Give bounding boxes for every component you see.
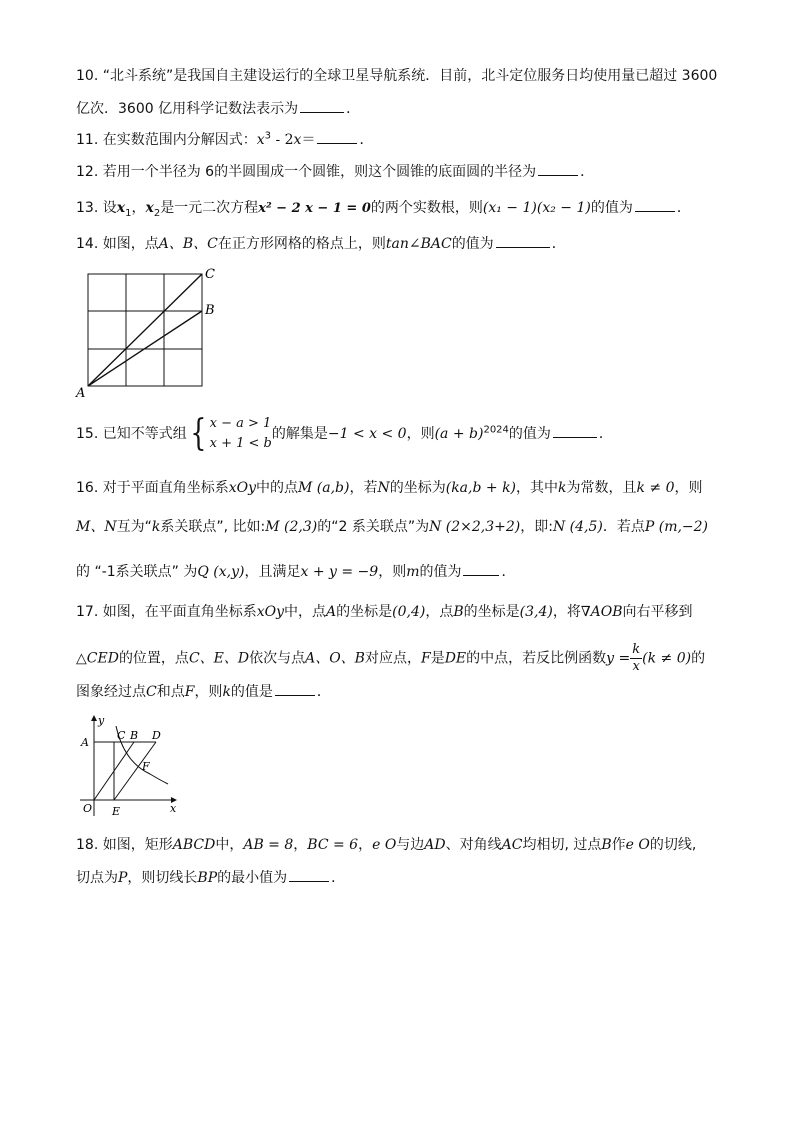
q16-t7: ，则: [674, 480, 703, 496]
fig-label-f: F: [142, 760, 150, 773]
answer-blank-q11[interactable]: [317, 129, 357, 144]
q17-t5: 的坐标是: [463, 604, 520, 620]
q16-t11: ，即:: [520, 519, 553, 535]
q16-t4: 的坐标为: [389, 480, 446, 496]
q16-t12: ．若点: [602, 519, 645, 535]
q14-grid-figure: [74, 264, 224, 400]
q18-t11: ，则切线长: [127, 870, 198, 886]
q15-solution: −1 < x < 0: [327, 426, 407, 442]
q13-x1: x: [116, 200, 126, 216]
q14-post: 的值为: [451, 236, 494, 252]
q16-t6: 为常数，且: [566, 480, 637, 496]
label-b: B: [205, 303, 215, 318]
q16-t9: 系关联点”, 比如:: [160, 519, 266, 535]
segment-ed: [114, 742, 156, 800]
q18-t7: 均相切, 过点: [522, 837, 602, 853]
q18-circle-o2: e O: [625, 837, 650, 853]
q13-sub1: 1: [125, 207, 132, 219]
q13-comma: ，: [131, 200, 146, 216]
q18-t4: ，: [358, 837, 373, 853]
q17-b: B: [453, 604, 464, 620]
q18-abcd: ABCD: [172, 837, 216, 853]
q13-x2: x: [145, 200, 154, 216]
q17-k-cond: (k ≠ 0): [642, 650, 692, 667]
q15-system: [210, 414, 272, 454]
q16-example-n2: N (4,5): [552, 519, 603, 535]
fig-label-e: E: [112, 805, 121, 818]
fig-label-o: O: [83, 802, 93, 815]
q16-t14: ，且满足: [244, 564, 301, 580]
q17-t7: 向右平移到: [622, 604, 693, 620]
fig-label-b: B: [130, 729, 139, 742]
q17-t3: 的坐标是: [336, 604, 393, 620]
q10-text2: 亿次．3600 亿用科学记数法表示为: [76, 101, 299, 117]
q18-ab: AB = 8: [243, 837, 294, 853]
q14-end: ．: [551, 236, 566, 252]
q15-mid2: ，则: [406, 426, 435, 442]
q17-fraction: [630, 642, 642, 675]
answer-blank-q16[interactable]: [463, 561, 499, 576]
q13-text: 13. 设: [76, 200, 117, 216]
q16-n: N: [377, 480, 390, 496]
q16-example-n: N (2×2,3+2): [429, 519, 521, 535]
q18-ac: AC: [501, 837, 523, 853]
q17-f2: F: [184, 684, 195, 700]
q10-line2: [76, 98, 360, 119]
answer-blank-q14[interactable]: [496, 233, 550, 248]
q17-t15: 和点: [156, 684, 185, 700]
q18-line2: [76, 867, 345, 888]
q11-exponent: 3: [264, 130, 271, 142]
q16-t13: 的 “-1系关联点” 为: [76, 564, 198, 580]
q17-t17: 的值是: [230, 684, 273, 700]
q17-y-eq: y =: [606, 650, 631, 667]
q17-a: A: [326, 604, 337, 620]
q16-point-m: M (a,b): [298, 480, 350, 496]
answer-blank-q13[interactable]: [635, 197, 675, 212]
q17-t6: ，将: [552, 604, 581, 620]
q15-post: 的值为: [508, 426, 551, 442]
q11-line: [76, 129, 373, 150]
q15-exponent: 2024: [483, 424, 509, 436]
q17-pts-ced: C、E、D: [188, 650, 250, 667]
fig-label-x: x: [170, 802, 177, 815]
answer-blank-q12[interactable]: [538, 161, 578, 176]
answer-blank-q17[interactable]: [275, 681, 315, 696]
q17-t10: 对应点，: [364, 650, 421, 667]
fig-label-y: y: [98, 714, 105, 727]
q11-var: x: [256, 132, 265, 148]
q10-end: ．: [346, 101, 361, 117]
q18-end: ．: [331, 870, 346, 886]
q17-c: C: [146, 684, 157, 700]
q17-line2: [76, 642, 705, 675]
q18-t3: ，: [293, 837, 308, 853]
q16-t10: 的“2 系关联点”为: [317, 519, 430, 535]
left-brace-icon: {: [190, 413, 207, 454]
q16-m: m: [406, 564, 420, 580]
q17-end: ．: [316, 684, 331, 700]
q14-line: [76, 233, 566, 254]
q12-text: 12. 若用一个半径为 6的半圆围成一个圆锥，则这个圆锥的底面圆的半径为: [76, 164, 537, 180]
q13-equation: x² − 2 x − 1 = 0: [258, 201, 371, 216]
q13-post: 的值为: [590, 200, 633, 216]
q17-de: DE: [444, 650, 467, 667]
q13-mid2: 的两个实数根，则: [370, 200, 483, 216]
fig-label-d: D: [152, 729, 161, 742]
q16-t15: ，则: [378, 564, 407, 580]
q16-t1: 16. 对于平面直角坐标系: [76, 480, 229, 496]
fig-label-a: A: [81, 736, 89, 749]
q17-t14: 图象经过点: [76, 684, 146, 700]
q18-t6: 、对角线: [445, 837, 502, 853]
q16-point-p: P (m,−2): [644, 519, 709, 535]
q16-xoy: xOy: [228, 480, 257, 496]
q18-t2: 中，: [215, 837, 244, 853]
q16-line3: [76, 561, 515, 582]
q17-k: k: [222, 684, 231, 700]
q17-t13: 的: [691, 650, 706, 667]
q16-line2: [76, 517, 708, 537]
q18-t1: 18. 如图，矩形: [76, 837, 173, 853]
q17-pts-aob: A、O、B: [305, 650, 365, 667]
q17-a-coord: (0,4): [392, 604, 426, 620]
q18-circle-o: e O: [372, 837, 397, 853]
q16-k: k: [558, 480, 567, 496]
q16-line1: [76, 478, 703, 498]
q15-end: ．: [598, 426, 613, 442]
q13-mid: 是一元二次方程: [160, 200, 259, 216]
q14-points: A、B、C: [158, 236, 218, 252]
q11-text: 11. 在实数范围内分解因式：: [76, 132, 257, 148]
q18-b: B: [601, 837, 612, 853]
q17-xoy: xOy: [256, 604, 285, 620]
q18-p: P: [118, 870, 128, 886]
q16-t2: 中的点: [256, 480, 299, 496]
q16-example-m: M (2,3): [265, 519, 318, 535]
q15-ineq1: x − a > 1: [209, 416, 272, 431]
answer-blank-q15[interactable]: [553, 423, 597, 438]
q11-eq: ＝: [301, 132, 316, 148]
q17-frac-den: x: [632, 659, 640, 674]
q18-line1: [76, 835, 696, 855]
q17-b-coord: (3,4): [519, 604, 553, 620]
q17-t8: 的位置，点: [118, 650, 189, 667]
q17-triangle-aob: ∇AOB: [580, 604, 623, 620]
q16-t5: ，其中: [516, 480, 559, 496]
q17-t4: ，点: [425, 604, 454, 620]
q17-t2: 中，点: [284, 604, 327, 620]
q15-expr: (a + b): [434, 426, 484, 442]
q16-t8: 互为“: [116, 519, 152, 535]
answer-blank-q18[interactable]: [289, 867, 329, 882]
q17-line3: [76, 681, 331, 702]
q16-mn: M、N: [76, 519, 117, 535]
q16-condition: x + y = −9: [300, 564, 379, 580]
q18-bp: BP: [197, 870, 218, 886]
q17-t9: 依次与点: [249, 650, 306, 667]
q11-mid: - 2: [271, 132, 294, 148]
q15-ineq2: x + 1 < b: [209, 436, 272, 451]
q18-ad: AD: [424, 837, 446, 853]
q10-line1: [76, 66, 717, 86]
q14-text: 14. 如图，点: [76, 236, 159, 252]
q11-var2: x: [293, 132, 302, 148]
q13-product: (x₁ − 1)(x₂ − 1): [482, 200, 591, 216]
q18-t12: 的最小值为: [217, 870, 288, 886]
label-a: A: [76, 386, 86, 400]
q17-f: F: [420, 650, 431, 667]
q12-end: ．: [580, 164, 595, 180]
q17-coordinate-figure: [72, 712, 182, 822]
q16-point-q: Q (x,y): [197, 564, 245, 580]
segment-ac: [88, 274, 202, 386]
q10-text1: 10. “北斗系统”是我国自主建设运行的全球卫星导航系统．目前，北斗定位服务日均使用量已超过 3600: [76, 68, 718, 84]
q18-t10: 切点为: [76, 870, 118, 886]
label-c: C: [205, 267, 215, 282]
q17-line1: [76, 602, 693, 622]
q17-t16: ，则: [194, 684, 223, 700]
q11-end: ．: [359, 132, 374, 148]
q16-t16: 的值为: [419, 564, 462, 580]
q15-text: 15. 已知不等式组: [76, 426, 187, 442]
q16-n-coord: (ka,b + k): [445, 480, 517, 496]
q18-t8: 作: [611, 837, 626, 853]
q15-line: [76, 414, 613, 454]
q17-t12: 的中点，若反比例函数: [466, 650, 607, 667]
q17-frac-num: k: [632, 642, 641, 657]
q14-tan: tan∠BAC: [385, 236, 452, 252]
answer-blank-q10[interactable]: [300, 98, 344, 113]
q15-mid: 的解集是: [271, 426, 328, 442]
q17-t1: 17. 如图，在平面直角坐标系: [76, 604, 257, 620]
q13-line: [76, 197, 691, 219]
q18-t9: 的切线,: [649, 837, 697, 853]
q13-end: ．: [676, 200, 691, 216]
q16-t3: ，若: [349, 480, 378, 496]
q16-k2: k: [151, 519, 161, 535]
q17-triangle-ced: △CED: [76, 650, 119, 667]
q12-line: [76, 161, 594, 182]
q16-k-cond: k ≠ 0: [636, 480, 675, 496]
q17-t11: 是: [430, 650, 445, 667]
q16-end: ．: [501, 564, 516, 580]
q18-t5: 与边: [396, 837, 425, 853]
q14-mid: 在正方形网格的格点上，则: [217, 236, 386, 252]
fig-label-c: C: [117, 729, 126, 742]
q18-bc: BC = 6: [307, 837, 359, 853]
q13-sub2: 2: [153, 207, 161, 219]
